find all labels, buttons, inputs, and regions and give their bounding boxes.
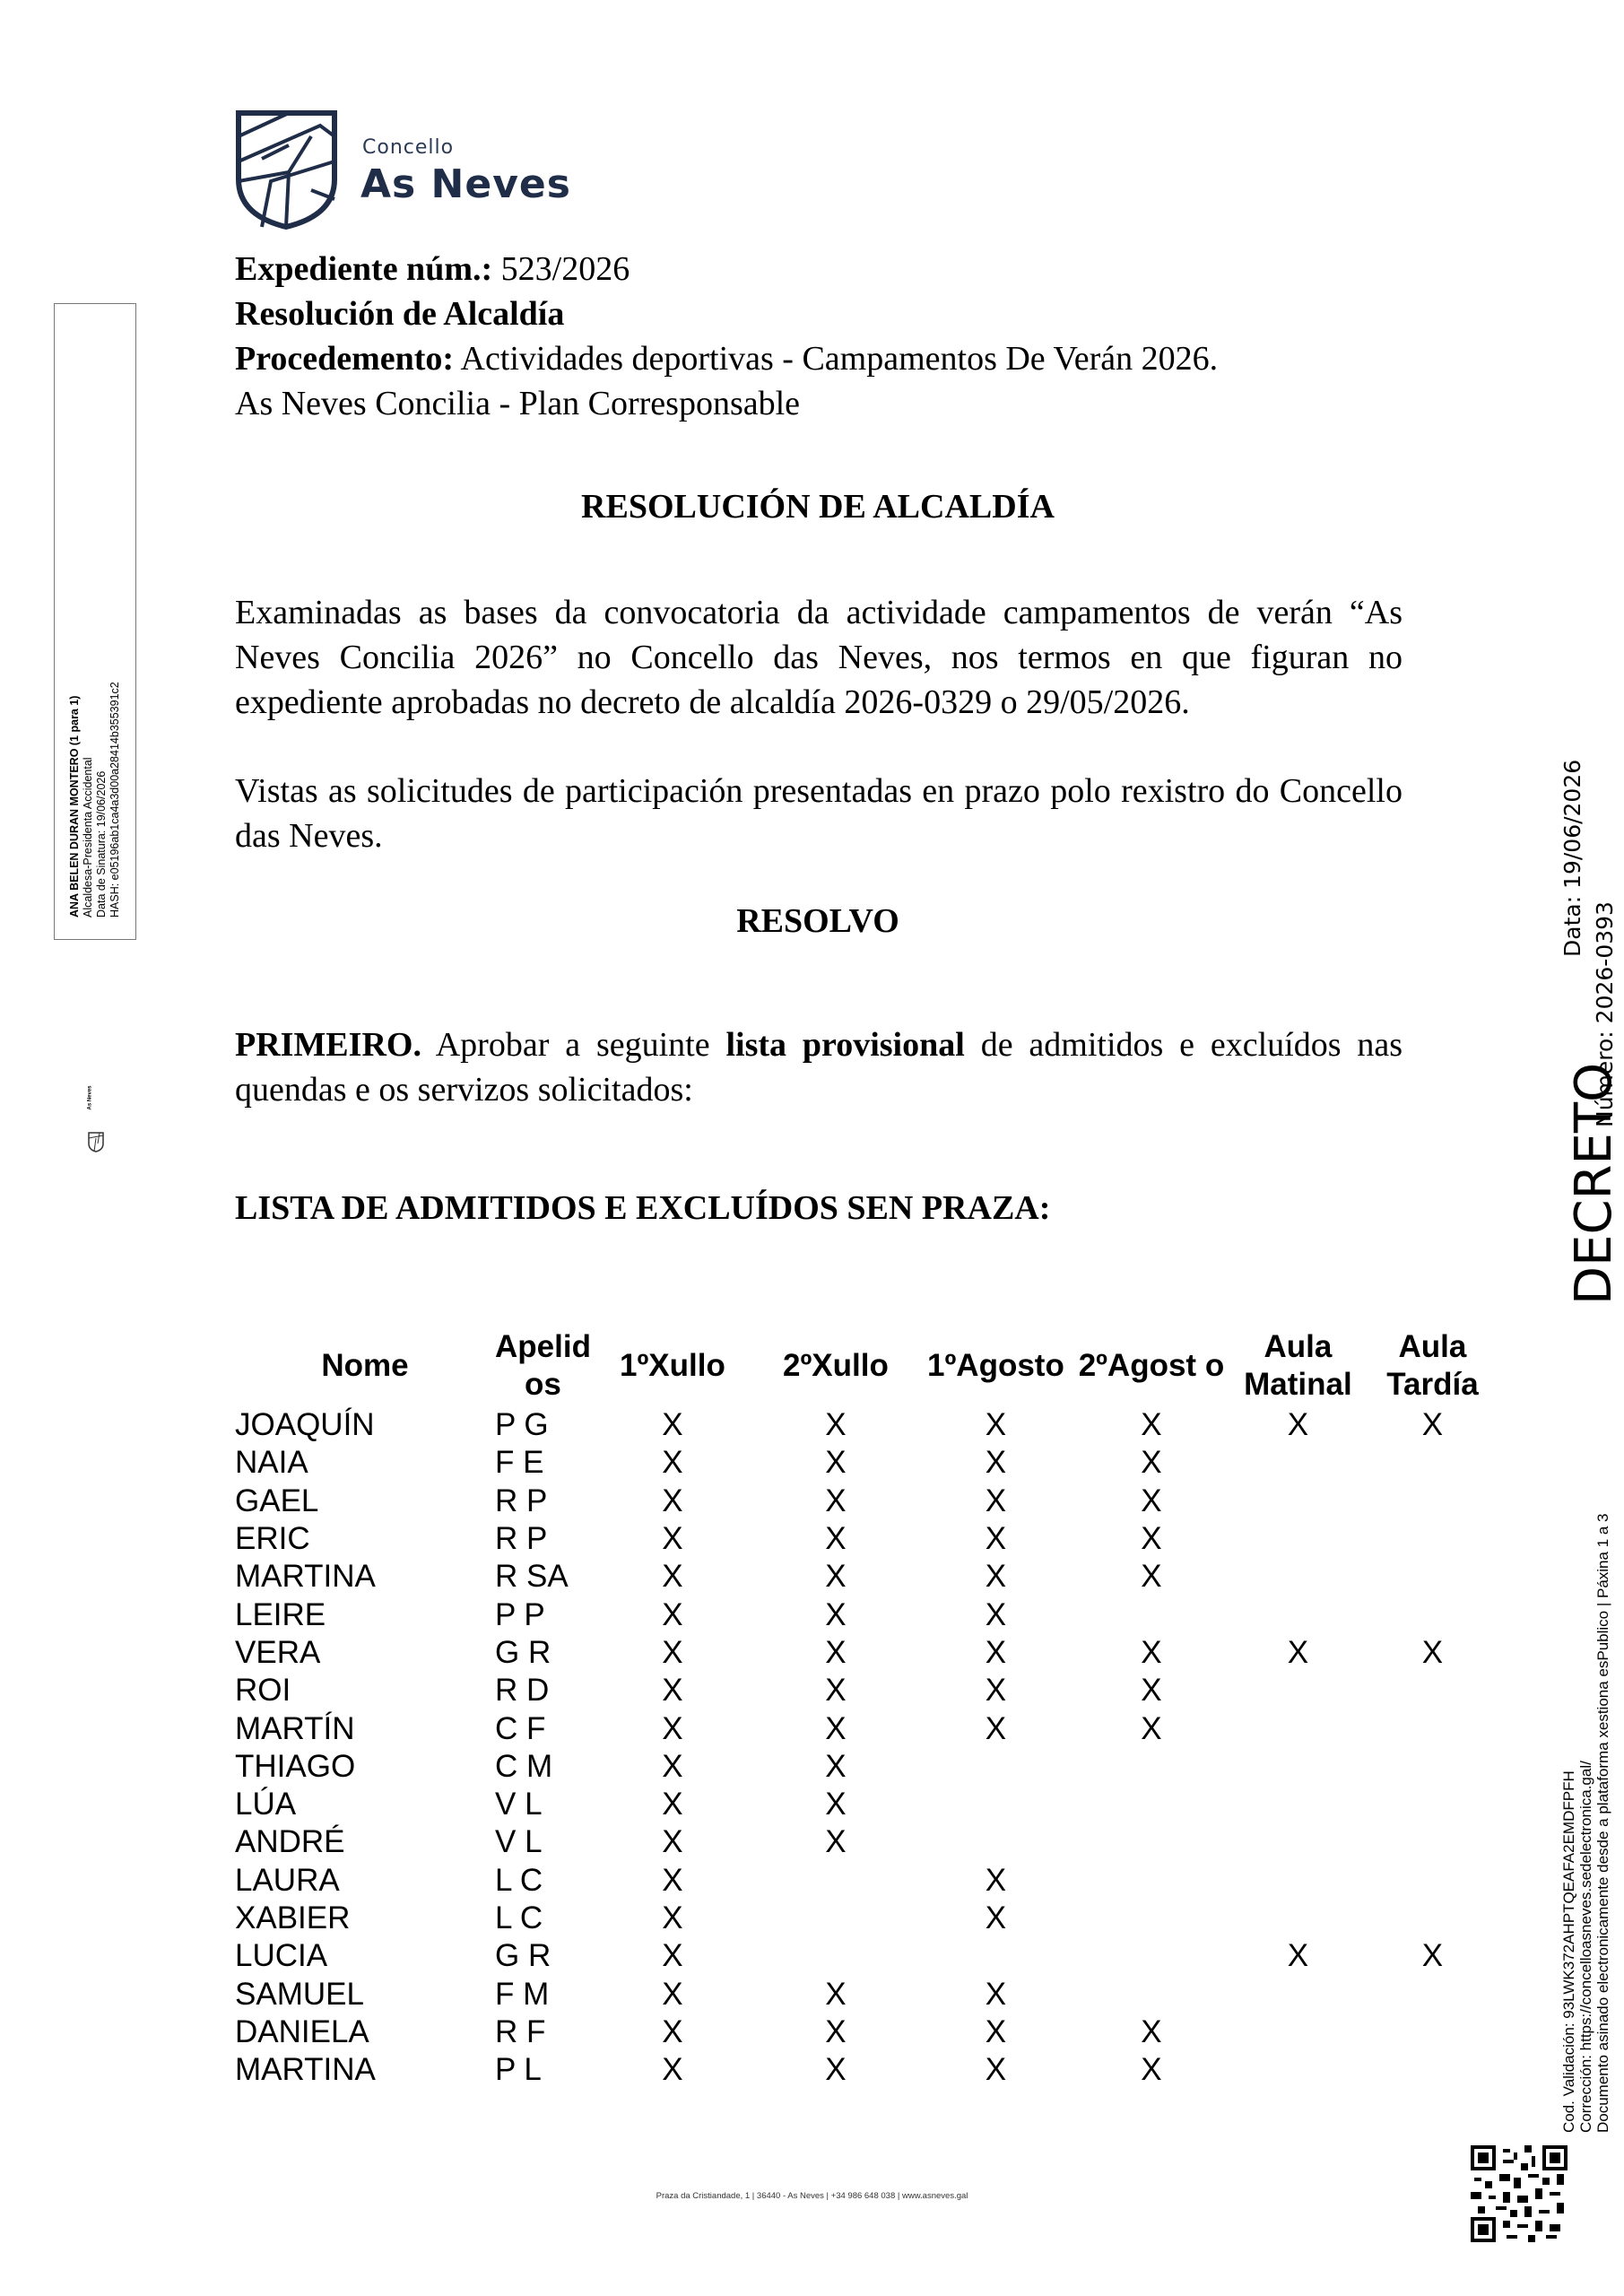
col-header-aula-tardia: Aula Tardía — [1386, 1329, 1479, 1402]
admitted-table — [235, 1326, 1498, 2089]
cell-apelidos: C F — [495, 1710, 546, 1746]
cell-mark: X — [825, 1824, 847, 1860]
mini-shield-icon — [82, 1120, 109, 1156]
cell-nome: VERA — [235, 1634, 321, 1670]
cell-mark: X — [985, 1521, 1007, 1557]
cell-mark — [1074, 1937, 1229, 1975]
cell-apelidos: R P — [495, 1483, 548, 1518]
primeiro-bold: lista provisional — [725, 1026, 965, 1064]
cell-mark — [1074, 1975, 1229, 2013]
cell-mark — [917, 1823, 1074, 1861]
table-row — [235, 1900, 1498, 1937]
cell-apelidos: R D — [495, 1673, 550, 1709]
cell-mark: X — [985, 1634, 1007, 1670]
cell-apelidos: L C — [495, 1900, 543, 1935]
cell-mark: X — [825, 1596, 847, 1632]
cell-apelidos: F M — [495, 1976, 550, 2012]
cell-nome: MARTINA — [235, 1559, 376, 1595]
cell-mark: X — [985, 1862, 1007, 1898]
cell-mark — [1368, 1444, 1498, 1482]
cell-mark: X — [825, 1559, 847, 1595]
cell-mark — [754, 1937, 917, 1975]
cell-mark: X — [825, 2013, 847, 2049]
cell-mark: X — [825, 1521, 847, 1557]
cell-nome: JOAQUÍN — [235, 1407, 375, 1443]
cell-mark — [1368, 2051, 1498, 2089]
table-row — [235, 2051, 1498, 2089]
cell-mark — [1074, 1823, 1229, 1861]
table-row — [235, 1862, 1498, 1900]
primeiro-paragraph: PRIMEIRO. Aprobar a seguinte lista provisional de admitidos e excluídos nas quendas e os servizos solicitados: — [235, 1026, 1403, 1109]
cell-mark: X — [985, 1900, 1007, 1935]
cell-mark: X — [1141, 1445, 1162, 1481]
cell-apelidos: R SA — [495, 1559, 569, 1595]
resolucion-line: Resolución de Alcaldía — [235, 295, 565, 333]
cell-mark — [754, 1900, 917, 1937]
procedemento-label: Procedemento: — [235, 340, 455, 378]
cell-mark: X — [662, 1521, 683, 1557]
cell-mark: X — [1421, 1634, 1444, 1670]
document-header — [235, 247, 1401, 426]
cell-mark — [917, 1748, 1074, 1786]
cell-mark — [1229, 1748, 1368, 1786]
cell-mark: X — [1141, 1673, 1162, 1709]
resolvo-heading: RESOLVO — [736, 902, 899, 940]
cell-nome: LUCIA — [235, 1938, 328, 1974]
cell-mark: X — [985, 2013, 1007, 2049]
cell-nome: DANIELA — [235, 2013, 369, 2049]
cell-mark: X — [1141, 1634, 1162, 1670]
table-header-row — [235, 1326, 1498, 1406]
cell-mark: X — [985, 1483, 1007, 1518]
cell-apelidos: R P — [495, 1521, 548, 1557]
cell-mark: X — [825, 1634, 847, 1670]
cell-apelidos: P G — [495, 1407, 549, 1443]
concello-logo — [235, 109, 585, 235]
cell-mark — [1229, 1862, 1368, 1900]
cell-mark: X — [1141, 2052, 1162, 2088]
cell-apelidos: C M — [495, 1748, 553, 1784]
cell-mark: X — [662, 1634, 683, 1670]
cell-apelidos: V L — [495, 1787, 543, 1822]
decreto-data: Data: 19/06/2026 — [1559, 759, 1585, 957]
table-row — [235, 1596, 1498, 1633]
procedemento-line2: As Neves Concilia - Plan Corresponsable — [235, 385, 801, 422]
cell-mark — [1229, 1520, 1368, 1558]
table-row — [235, 1634, 1498, 1672]
cell-mark — [1229, 1975, 1368, 2013]
cell-mark — [1368, 1975, 1498, 2013]
table-row — [235, 2013, 1498, 2051]
cell-nome: MARTÍN — [235, 1710, 355, 1746]
cell-apelidos: P P — [495, 1596, 545, 1632]
cell-mark: X — [1287, 1938, 1309, 1974]
cell-apelidos: F E — [495, 1445, 544, 1481]
cell-mark — [917, 1937, 1074, 1975]
decreto-title: DECRETO — [1565, 1062, 1623, 1305]
cell-mark: X — [825, 1748, 847, 1784]
cell-mark — [1229, 2013, 1368, 2051]
procedemento-line — [235, 336, 1401, 381]
cell-apelidos: P L — [495, 2052, 542, 2088]
cell-mark: X — [825, 1407, 847, 1443]
validation-note: Documento asinado electronicamente desde a plataforma xestiona esPublico | Páxina 1 a 3 — [1594, 1513, 1611, 2133]
logo-line1: Concello — [362, 136, 455, 159]
cell-mark: X — [985, 2052, 1007, 2088]
expediente-value: 523/2026 — [500, 250, 630, 288]
table-row — [235, 1444, 1498, 1482]
validation-text — [1560, 1451, 1624, 2133]
intro-paragraph-2: Vistas as solicitudes de participación presentadas en prazo polo rexistro do Concello das Neves. — [235, 772, 1403, 855]
cell-mark: X — [1287, 1407, 1309, 1443]
col-header-aula-matinal: Aula Matinal — [1244, 1329, 1352, 1402]
cell-apelidos: V L — [495, 1824, 543, 1860]
cell-mark — [1368, 1483, 1498, 1520]
cell-mark: X — [1421, 1407, 1444, 1443]
logo-line2: As Neves — [360, 161, 571, 207]
cell-nome: LAURA — [235, 1862, 340, 1898]
cell-mark: X — [985, 1673, 1007, 1709]
cell-nome: SAMUEL — [235, 1976, 364, 2012]
validation-code: Cod. Validación: 93LWK372AHPTQEAFA2EMDFPFH — [1560, 1770, 1577, 2133]
expediente-line — [235, 247, 1401, 291]
signature-hash: HASH: e05196ab1ca4a3d00a28414b355391c2 — [109, 682, 121, 918]
col-header-2agosto: 2ºAgost o — [1078, 1348, 1225, 1383]
cell-mark — [1368, 1596, 1498, 1633]
signature-date: Data de Sinatura: 19/06/2026 — [95, 770, 108, 918]
cell-mark — [1229, 1483, 1368, 1520]
cell-mark — [1229, 2051, 1368, 2089]
cell-nome: ERIC — [235, 1521, 310, 1557]
cell-mark: X — [662, 1976, 683, 2012]
cell-mark — [1368, 1748, 1498, 1786]
table-row — [235, 1937, 1498, 1975]
decreto-stamp — [1556, 498, 1624, 1305]
cell-mark: X — [985, 1559, 1007, 1595]
intro-paragraph-1: Examinadas as bases da convocatoria da actividade campamentos de verán “As Neves Concilia 2026” no Concello das Neves, nos termos en que figuran no expediente aprobadas no decreto de alcaldía 2026-0329 o 29/05/2026. — [235, 594, 1403, 721]
table-row — [235, 1823, 1498, 1861]
cell-mark — [1229, 1444, 1368, 1482]
cell-mark: X — [1287, 1634, 1309, 1670]
cell-mark — [1368, 1862, 1498, 1900]
col-header-apelidos: Apelid os — [495, 1329, 591, 1402]
cell-apelidos: L C — [495, 1862, 543, 1898]
table-body — [235, 1406, 1498, 2089]
cell-mark — [1074, 1786, 1229, 1823]
cell-mark: X — [1141, 2013, 1162, 2049]
cell-mark — [1074, 1862, 1229, 1900]
cell-nome: XABIER — [235, 1900, 351, 1935]
cell-mark: X — [662, 1824, 683, 1860]
cell-mark — [1229, 1823, 1368, 1861]
cell-mark: X — [1141, 1521, 1162, 1557]
document-title: RESOLUCIÓN DE ALCALDÍA — [581, 488, 1055, 526]
mini-logo-text: As Neves — [87, 1085, 93, 1110]
cell-mark — [1074, 1596, 1229, 1633]
cell-mark: X — [662, 1787, 683, 1822]
cell-mark — [917, 1786, 1074, 1823]
cell-mark: X — [985, 1445, 1007, 1481]
table-row — [235, 1672, 1498, 1709]
decreto-numero: Número: 2026-0393 — [1592, 901, 1618, 1127]
signer-role: Alcaldesa-Presidenta Accidental — [82, 757, 94, 918]
cell-mark: X — [662, 2013, 683, 2049]
cell-mark: X — [662, 1862, 683, 1898]
cell-mark — [1229, 1900, 1368, 1937]
cell-mark — [1229, 1709, 1368, 1747]
cell-mark — [1368, 1672, 1498, 1709]
procedemento-value: Actividades deportivas - Campamentos De Verán 2026. — [460, 340, 1219, 378]
mini-logo — [82, 1085, 109, 1161]
cell-mark: X — [825, 1673, 847, 1709]
cell-mark — [754, 1862, 917, 1900]
cell-apelidos: G R — [495, 1938, 551, 1974]
cell-mark: X — [985, 1710, 1007, 1746]
cell-apelidos: R F — [495, 2013, 546, 2049]
table-row — [235, 1406, 1498, 1444]
cell-mark: X — [825, 1976, 847, 2012]
cell-nome: NAIA — [235, 1445, 308, 1481]
cell-mark: X — [662, 1710, 683, 1746]
cell-mark: X — [1141, 1710, 1162, 1746]
cell-mark: X — [662, 1445, 683, 1481]
cell-mark: X — [985, 1407, 1007, 1443]
cell-mark: X — [825, 1787, 847, 1822]
cell-nome: ANDRÉ — [235, 1824, 345, 1860]
primeiro-label: PRIMEIRO. — [235, 1026, 421, 1064]
table-row — [235, 1520, 1498, 1558]
cell-mark — [1368, 2013, 1498, 2051]
signer-name: ANA BELEN DURAN MONTERO (1 para 1) — [68, 695, 81, 918]
table-row — [235, 1975, 1498, 2013]
table-row — [235, 1483, 1498, 1520]
cell-mark — [1368, 1709, 1498, 1747]
cell-mark — [1368, 1786, 1498, 1823]
cell-mark: X — [662, 1673, 683, 1709]
expediente-label: Expediente núm.: — [235, 250, 493, 288]
cell-mark: X — [825, 1445, 847, 1481]
cell-nome: LÚA — [235, 1787, 297, 1822]
cell-nome: MARTINA — [235, 2052, 376, 2088]
cell-mark: X — [1141, 1483, 1162, 1518]
col-header-nome: Nome — [321, 1348, 409, 1383]
table-row — [235, 1748, 1498, 1786]
cell-mark: X — [662, 1407, 683, 1443]
cell-mark — [1368, 1823, 1498, 1861]
cell-mark: X — [825, 2052, 847, 2088]
col-header-1agosto: 1ºAgosto — [927, 1348, 1064, 1383]
cell-mark: X — [662, 1596, 683, 1632]
footer-address: Praza da Cristiandade, 1 | 36440 - As Neves | +34 986 648 038 | www.asneves.gal — [656, 2191, 968, 2201]
cell-mark: X — [662, 1559, 683, 1595]
cell-nome: GAEL — [235, 1483, 319, 1518]
cell-mark: X — [985, 1976, 1007, 2012]
cell-mark — [1229, 1672, 1368, 1709]
col-header-1xullo: 1ºXullo — [620, 1348, 725, 1383]
cell-mark — [1074, 1900, 1229, 1937]
cell-nome: ROI — [235, 1673, 291, 1709]
cell-nome: THIAGO — [235, 1748, 356, 1784]
signature-text — [68, 326, 122, 918]
cell-mark: X — [662, 1900, 683, 1935]
validation-url: Corrección: https://concelloasneves.sedelectronica.gal/ — [1577, 1761, 1594, 2133]
cell-mark: X — [662, 1748, 683, 1784]
cell-mark: X — [662, 1483, 683, 1518]
signature-stamp — [54, 303, 136, 1110]
list-title: LISTA DE ADMITIDOS E EXCLUÍDOS SEN PRAZA: — [235, 1189, 1051, 1227]
cell-mark: X — [1421, 1938, 1444, 1974]
cell-mark: X — [985, 1596, 1007, 1632]
cell-mark — [1074, 1748, 1229, 1786]
cell-nome: LEIRE — [235, 1596, 326, 1632]
col-header-2xullo: 2ºXullo — [783, 1348, 889, 1383]
cell-mark: X — [662, 2052, 683, 2088]
table-row — [235, 1709, 1498, 1747]
table-row — [235, 1786, 1498, 1823]
cell-mark: X — [662, 1938, 683, 1974]
cell-mark — [1368, 1558, 1498, 1596]
cell-mark: X — [1141, 1407, 1162, 1443]
table-row — [235, 1558, 1498, 1596]
cell-mark: X — [825, 1483, 847, 1518]
cell-mark — [1368, 1900, 1498, 1937]
cell-mark — [1229, 1596, 1368, 1633]
cell-mark: X — [1141, 1559, 1162, 1595]
cell-mark — [1229, 1786, 1368, 1823]
cell-mark — [1368, 1520, 1498, 1558]
cell-mark — [1229, 1558, 1368, 1596]
shield-logo-icon — [235, 109, 338, 230]
cell-apelidos: G R — [495, 1634, 551, 1670]
cell-mark: X — [825, 1710, 847, 1746]
